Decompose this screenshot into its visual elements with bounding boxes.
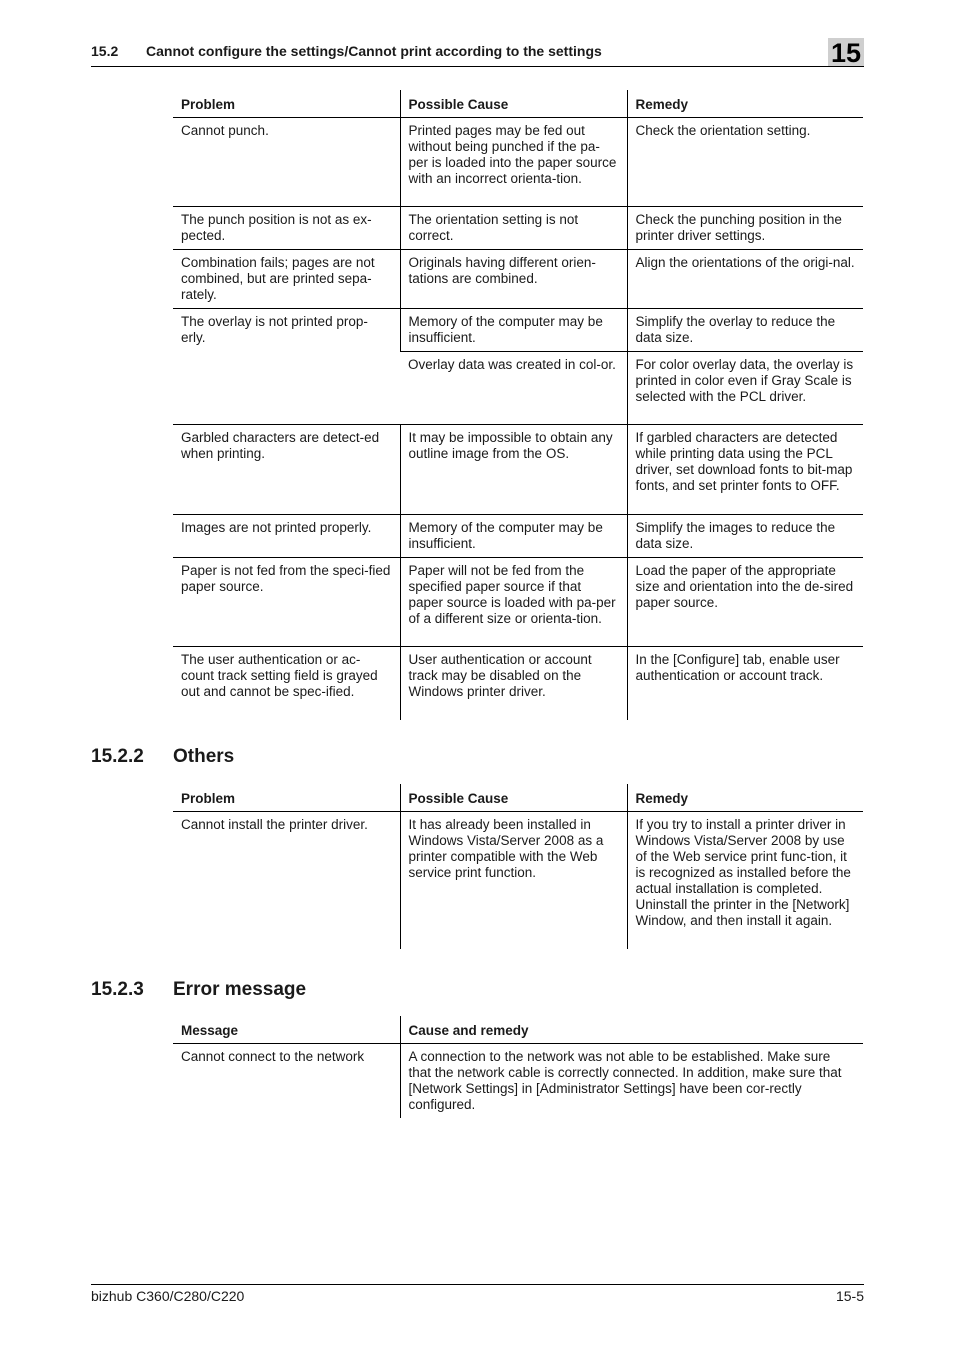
heading-title: Others xyxy=(173,746,235,767)
cause-cell: User authentication or account track may be disabled on the Windows printer driver. xyxy=(400,647,627,720)
column-header-problem: Problem xyxy=(173,784,400,812)
problem-cell: The punch position is not as ex-pected. xyxy=(173,207,400,250)
column-header-remedy: Remedy xyxy=(627,90,863,118)
remedy-cell: Check the punching position in the printer driver settings. xyxy=(627,207,863,250)
table-header-row xyxy=(173,1016,863,1044)
table-row xyxy=(173,425,863,515)
cause-cell: Originals having different orien-tations are combined. xyxy=(400,250,627,309)
footer-product-name: bizhub C360/C280/C220 xyxy=(91,1288,245,1304)
table-row xyxy=(173,309,863,352)
problem-cell: Cannot punch. xyxy=(173,118,400,207)
table-header-row xyxy=(173,784,863,812)
problem-cell: Paper is not fed from the speci-fied paper source. xyxy=(173,558,400,647)
section-heading-others xyxy=(91,746,234,768)
others-table xyxy=(173,784,863,949)
header-section-title: Cannot configure the settings/Cannot print according to the settings xyxy=(146,43,602,59)
chapter-number-badge: 15 xyxy=(828,38,864,66)
column-header-remedy: Remedy xyxy=(627,784,863,812)
cause-cell: Paper will not be fed from the specified paper source if that paper source is loaded with pa-per of a different size or orienta-tion. xyxy=(400,558,627,647)
heading-number: 15.2.2 xyxy=(91,746,144,767)
section-heading-error-message xyxy=(91,979,306,1001)
footer-page-number: 15-5 xyxy=(835,1288,864,1304)
cause-remedy-cell: A connection to the network was not able to be established. Make sure that the network cable is correctly connected. In addition, make sure that [Network Settings] in [Administrator Settings] have been cor-rectly configured. xyxy=(400,1044,863,1119)
column-header-problem: Problem xyxy=(173,90,400,118)
remedy-cell: Load the paper of the appropriate size and orientation into the de-sired paper source. xyxy=(627,558,863,647)
remedy-cell: In the [Configure] tab, enable user authentication or account track. xyxy=(627,647,863,720)
remedy-cell: Check the orientation setting. xyxy=(627,118,863,207)
column-header-cause-and-remedy: Cause and remedy xyxy=(400,1016,863,1044)
table-row xyxy=(173,647,863,720)
troubleshooting-table xyxy=(173,90,863,720)
heading-number: 15.2.3 xyxy=(91,979,144,1000)
problem-cell: The overlay is not printed prop-erly. xyxy=(173,309,400,425)
heading-title: Error message xyxy=(173,979,307,1000)
page-footer xyxy=(91,1284,864,1304)
problem-cell: Garbled characters are detect-ed when printing. xyxy=(173,425,400,515)
cause-cell: It may be impossible to obtain any outline image from the OS. xyxy=(400,425,627,515)
cause-cell: Printed pages may be fed out without being punched if the pa-per is loaded into the paper source with an incorrect orienta-tion. xyxy=(400,118,627,207)
table-row xyxy=(173,515,863,558)
table-header-row xyxy=(173,90,863,118)
cause-cell: Memory of the computer may be insufficient. xyxy=(400,515,627,558)
cause-cell: The orientation setting is not correct. xyxy=(400,207,627,250)
header-section-number: 15.2 xyxy=(91,43,119,59)
table-row xyxy=(173,207,863,250)
remedy-cell: Simplify the overlay to reduce the data size. xyxy=(627,309,863,352)
table-row xyxy=(173,558,863,647)
problem-cell: The user authentication or ac-count track setting field is grayed out and cannot be spec-ified. xyxy=(181,652,378,699)
table-row xyxy=(173,812,863,949)
cause-cell: It has already been installed in Windows Vista/Server 2008 as a printer compatible with the Web service print function. xyxy=(400,812,627,949)
remedy-cell: Align the orientations of the origi-nal. xyxy=(627,250,863,309)
remedy-cell: For color overlay data, the overlay is printed in color even if Gray Scale is selected with the PCL driver. xyxy=(627,352,863,425)
column-header-possible-cause: Possible Cause xyxy=(400,784,627,812)
table-row xyxy=(173,1044,863,1119)
cause-cell: Overlay data was created in col-or. xyxy=(400,352,627,425)
problem-cell: Combination fails; pages are not combined, but are printed sepa-rately. xyxy=(173,250,400,309)
cause-cell: Memory of the computer may be insufficient. xyxy=(400,309,627,352)
table-row xyxy=(173,250,863,309)
table-row xyxy=(173,118,863,207)
column-header-possible-cause: Possible Cause xyxy=(400,90,627,118)
problem-cell: Cannot install the printer driver. xyxy=(181,817,368,832)
remedy-cell: If garbled characters are detected while printing data using the PCL driver, set download fonts to bit-map fonts, and set printer fonts to OFF. xyxy=(627,425,863,515)
running-header xyxy=(91,40,864,67)
remedy-cell: If you try to install a printer driver in Windows Vista/Server 2008 by use of the Web service print func-tion, it is recognized as installed before the actual installation is completed. Uninstall the printer in the [Network] Window, and then install it again. xyxy=(627,812,863,949)
error-message-table xyxy=(173,1016,863,1118)
column-header-message: Message xyxy=(173,1016,400,1044)
problem-cell: Images are not printed properly. xyxy=(173,515,400,558)
message-cell: Cannot connect to the network xyxy=(181,1049,365,1064)
remedy-cell: Simplify the images to reduce the data size. xyxy=(627,515,863,558)
